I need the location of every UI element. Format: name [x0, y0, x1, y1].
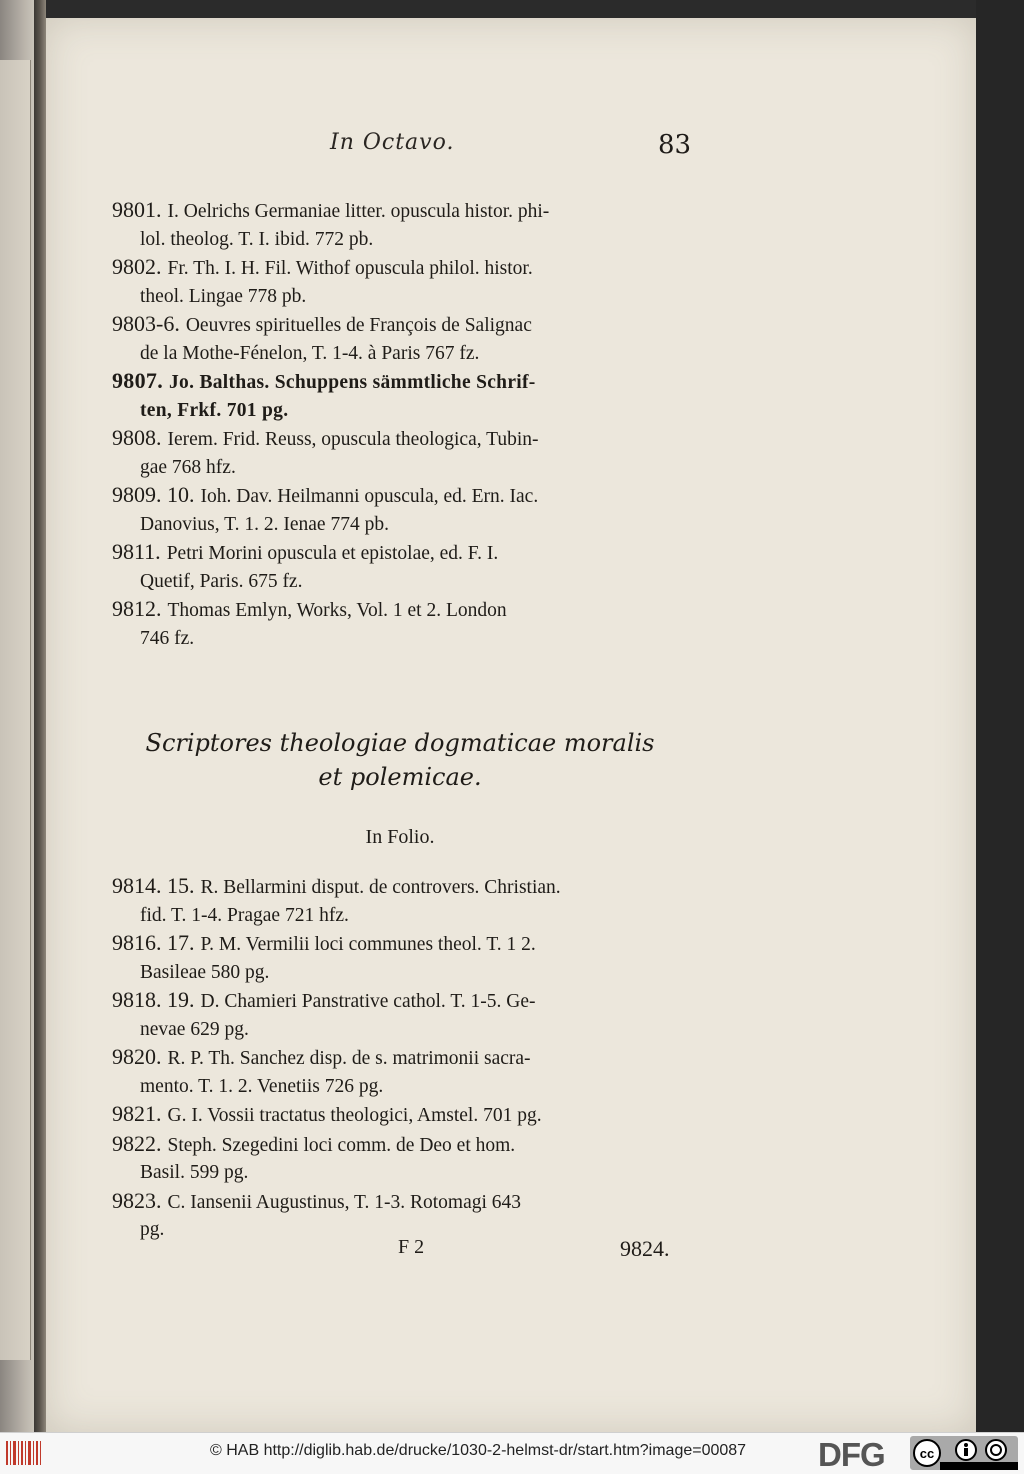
entry-number: 9814. 15.: [112, 873, 195, 898]
barcode-icon: [6, 1439, 42, 1467]
copyright-link[interactable]: © HAB http://diglib.hab.de/drucke/1030-2-helmst-dr/start.htm?image=00087: [210, 1442, 747, 1459]
entry-number: 9809. 10.: [112, 482, 195, 507]
entry-continuation: pg.: [140, 1219, 165, 1240]
cc-by-sa-icon: [910, 1436, 1018, 1470]
entry-text: R. P. Th. Sanchez disp. de s. matrimonii sacra-: [167, 1048, 531, 1069]
entry-text: I. Oelrichs Germaniae litter. opuscula histor. phi-: [167, 201, 550, 222]
catchword: 9824.: [620, 1236, 670, 1261]
page-number: 83: [658, 130, 692, 160]
entry-number: 9801.: [112, 197, 162, 222]
catalog-entry: [112, 872, 682, 929]
entry-text: Petri Morini opuscula et epistolae, ed. F. I.: [166, 543, 499, 564]
catalog-entry: [112, 310, 682, 367]
catalog-entry: [112, 481, 682, 538]
entry-text: Ierem. Frid. Reuss, opuscula theologica, Tubin-: [167, 429, 539, 450]
entry-number: 9820.: [112, 1044, 162, 1069]
catalog-entry: [112, 538, 682, 595]
entry-continuation: Quetif, Paris. 675 fz.: [140, 570, 303, 592]
section-title-line2: et polemicae.: [318, 763, 482, 791]
entry-continuation: 746 fz.: [140, 627, 195, 649]
dfg-logo: DFG: [818, 1436, 885, 1473]
entry-text: Steph. Szegedini loci comm. de Deo et hom.: [167, 1134, 516, 1156]
entry-continuation: de la Mothe-Fénelon, T. 1-4. à Paris 767 fz.: [140, 342, 480, 364]
entry-number: 9821.: [112, 1101, 162, 1126]
entry-continuation: Basileae 580 pg.: [140, 961, 270, 983]
octavo-entries: [112, 196, 682, 652]
format-subheading: In Folio.: [365, 826, 435, 848]
entry-text: R. Bellarmini disput. de controvers. Christian.: [200, 877, 561, 898]
entry-number: 9816. 17.: [112, 930, 195, 955]
entry-continuation: ten, Frkf. 701 pg.: [140, 399, 289, 421]
svg-text:cc: cc: [919, 1446, 935, 1461]
book-gutter: [34, 0, 46, 1432]
catalog-entry: [112, 1130, 682, 1187]
entry-number: 9818. 19.: [112, 987, 195, 1012]
section-title-line1: Scriptores theologiae dogmaticae moralis: [145, 729, 655, 757]
facing-page-sliver: [0, 60, 31, 1360]
catalog-entry: [112, 196, 682, 253]
catalog-entry: [112, 986, 682, 1043]
catalog-entry: [112, 424, 682, 481]
entry-continuation: nevae 629 pg.: [140, 1018, 249, 1040]
catalog-entry: [112, 253, 682, 310]
entry-number: 9803-6.: [112, 311, 180, 336]
page-background-right: [976, 0, 1024, 1432]
entry-text: Fr. Th. I. H. Fil. Withof opuscula philol. histor.: [167, 258, 533, 279]
section-heading: [100, 726, 700, 794]
running-head: In Octavo.: [330, 130, 455, 155]
entry-text: P. M. Vermilii loci communes theol. T. 1 2.: [200, 934, 536, 955]
page-header: [0, 130, 1024, 170]
viewer-footer-bar: [0, 1432, 1024, 1474]
entry-continuation: mento. T. 1. 2. Venetiis 726 pg.: [140, 1075, 384, 1097]
entry-text: D. Chamieri Panstrative cathol. T. 1-5. Ge-: [200, 991, 536, 1012]
catalog-entry: [112, 595, 682, 652]
entry-number: 9811.: [112, 539, 161, 564]
entry-number: 9812.: [112, 596, 162, 621]
catalog-entry: [112, 1187, 682, 1244]
entry-text: Ioh. Dav. Heilmanni opuscula, ed. Ern. Iac.: [200, 486, 539, 507]
catalog-entry: [112, 1100, 682, 1130]
entry-text: Jo. Balthas. Schuppens sämmtliche Schrif-: [169, 372, 536, 393]
entry-number: 9823.: [112, 1187, 162, 1213]
entry-continuation: theol. Lingae 778 pb.: [140, 285, 307, 307]
entry-continuation: Danovius, T. 1. 2. Ienae 774 pb.: [140, 513, 389, 535]
catalog-entry: [112, 1043, 682, 1100]
catalog-entry: [112, 929, 682, 986]
entry-number: 9802.: [112, 254, 162, 279]
catalog-entry: [112, 367, 682, 424]
entry-continuation: fid. T. 1-4. Pragae 721 hfz.: [140, 904, 349, 926]
entry-number: 9807.: [112, 368, 163, 393]
entry-continuation: lol. theolog. T. I. ibid. 772 pb.: [140, 228, 374, 250]
entry-text: Thomas Emlyn, Works, Vol. 1 et 2. London: [167, 600, 507, 621]
entry-text: Oeuvres spirituelles de François de Salignac: [185, 315, 532, 336]
signature-mark: F 2: [398, 1236, 425, 1258]
entry-continuation: gae 768 hfz.: [140, 456, 236, 478]
entry-number: 9808.: [112, 425, 162, 450]
entry-text: C. Iansenii Augustinus, T. 1-3. Rotomagi 643: [167, 1191, 522, 1213]
entry-continuation: Basil. 599 pg.: [140, 1162, 249, 1183]
entry-text: G. I. Vossii tractatus theologici, Amstel. 701 pg.: [167, 1105, 542, 1126]
entry-number: 9822.: [112, 1130, 162, 1156]
folio-entries: [112, 872, 682, 1244]
